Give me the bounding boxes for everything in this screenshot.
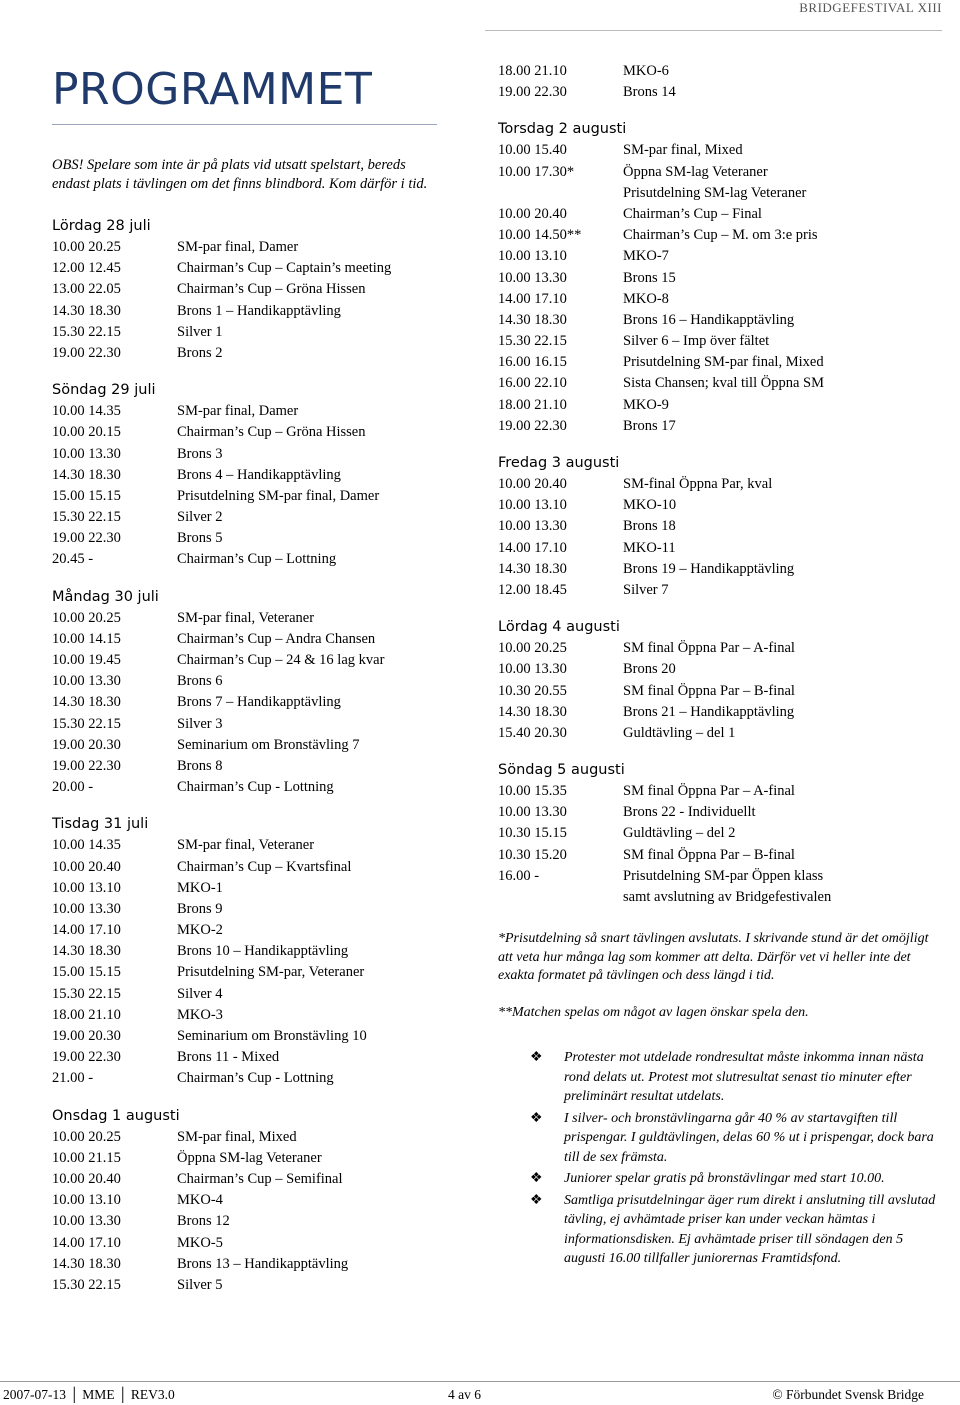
row-event: Brons 12 bbox=[177, 1213, 230, 1230]
row-time: 16.00 16.15 bbox=[498, 354, 567, 371]
day-heading: Söndag 5 augusti bbox=[498, 762, 625, 779]
day-block bbox=[498, 616, 938, 744]
row-event: Brons 11 - Mixed bbox=[177, 1049, 280, 1066]
row-time: 18.00 21.10 bbox=[52, 1006, 121, 1023]
schedule-row bbox=[498, 268, 938, 289]
row-event: SM-par final, Veteraner bbox=[177, 609, 315, 626]
row-event: Brons 13 – Handikapptävling bbox=[177, 1255, 349, 1272]
row-time: 10.00 15.35 bbox=[498, 783, 567, 800]
row-event: MKO-7 bbox=[623, 248, 669, 265]
row-event: Brons 8 bbox=[177, 757, 223, 774]
row-event: Brons 2 bbox=[177, 344, 223, 361]
row-event: Brons 5 bbox=[177, 530, 223, 547]
row-time: 10.00 20.40 bbox=[52, 858, 121, 875]
schedule-row bbox=[498, 802, 938, 823]
schedule-row bbox=[52, 1068, 452, 1089]
row-time: 14.30 18.30 bbox=[52, 466, 121, 483]
schedule-row bbox=[498, 225, 938, 246]
row-time: 14.30 18.30 bbox=[52, 302, 121, 319]
row-event: Brons 17 bbox=[623, 417, 676, 434]
schedule-row bbox=[52, 1275, 452, 1296]
row-time: 15.30 22.15 bbox=[498, 333, 567, 350]
row-event: Chairman’s Cup – Gröna Hissen bbox=[177, 424, 366, 441]
row-time: 14.30 18.30 bbox=[52, 694, 121, 711]
schedule-row bbox=[498, 204, 938, 225]
row-time: 15.30 22.15 bbox=[52, 985, 121, 1002]
rules-text: I silver- och bronstävlingarna går 40 % av startavgiften till prispengar. I guldtävlingen, delas 60 % ut i prispengar, dock bara till de sex främsta. bbox=[564, 1110, 934, 1165]
row-time: 10.00 17.30* bbox=[498, 163, 575, 180]
schedule-row bbox=[498, 887, 938, 908]
row-event: Silver 2 bbox=[177, 509, 223, 526]
schedule-row bbox=[52, 549, 452, 570]
row-time: 14.00 17.10 bbox=[52, 1234, 121, 1251]
row-time: 10.00 13.30 bbox=[52, 1213, 121, 1230]
schedule-row bbox=[52, 401, 452, 422]
schedule-row bbox=[52, 671, 452, 692]
row-time: 10.30 20.55 bbox=[498, 682, 567, 699]
row-time: 10.00 20.40 bbox=[498, 476, 567, 492]
row-time: 15.30 22.15 bbox=[52, 1276, 121, 1293]
schedule-row bbox=[52, 777, 452, 798]
diamond-bullet-icon: ❖ bbox=[530, 1171, 543, 1187]
row-event: Chairman’s Cup - Lottning bbox=[177, 779, 334, 796]
row-time: 21.00 - bbox=[52, 1070, 94, 1087]
row-time: 10.00 20.15 bbox=[52, 424, 121, 441]
schedule-row bbox=[52, 343, 452, 364]
left-column bbox=[52, 215, 452, 1311]
row-event: Sista Chansen; kval till Öppna SM bbox=[623, 375, 824, 392]
row-time: 10.00 20.40 bbox=[498, 205, 567, 222]
schedule-row bbox=[52, 279, 452, 300]
row-event: Silver 7 bbox=[623, 581, 669, 598]
schedule-row bbox=[498, 61, 938, 82]
row-time: 19.00 22.30 bbox=[498, 417, 567, 434]
day-heading: Fredag 3 augusti bbox=[498, 455, 620, 471]
row-event: SM final Öppna Par – B-final bbox=[623, 846, 795, 863]
row-event: SM-par final, Damer bbox=[177, 403, 299, 420]
row-time: 15.30 22.15 bbox=[52, 715, 121, 732]
schedule-row bbox=[52, 322, 452, 343]
row-event: Öppna SM-lag Veteraner bbox=[177, 1149, 322, 1166]
row-time: 14.00 17.10 bbox=[498, 290, 567, 307]
row-event: Silver 4 bbox=[177, 985, 223, 1002]
rules-item bbox=[498, 1048, 938, 1107]
row-time: 10.00 13.30 bbox=[498, 661, 567, 678]
row-event: Prisutdelning SM-par, Veteraner bbox=[177, 964, 365, 981]
schedule-row bbox=[52, 756, 452, 777]
row-time: 10.00 13.10 bbox=[498, 248, 567, 265]
row-time: 10.00 14.50** bbox=[498, 227, 582, 244]
row-time: 15.30 22.15 bbox=[52, 509, 121, 526]
row-event: Chairman’s Cup – Kvartsfinal bbox=[177, 858, 352, 875]
row-time: 16.00 - bbox=[498, 867, 540, 884]
carryover-rows bbox=[498, 61, 938, 103]
schedule-row bbox=[498, 538, 938, 559]
row-event: Öppna SM-lag Veteraner bbox=[623, 163, 768, 180]
schedule-row bbox=[498, 289, 938, 310]
schedule-row bbox=[52, 1047, 452, 1068]
schedule-row bbox=[498, 162, 938, 183]
schedule-row bbox=[52, 962, 452, 983]
schedule-row bbox=[498, 331, 938, 352]
rules-text: Juniorer spelar gratis på bronstävlingar med start 10.00. bbox=[564, 1171, 885, 1187]
schedule-row bbox=[52, 258, 452, 279]
schedule-row bbox=[498, 702, 938, 723]
row-event: SM-par final, Damer bbox=[177, 239, 299, 255]
row-event: SM-par final, Mixed bbox=[177, 1128, 297, 1145]
row-event: Silver 6 – Imp över fältet bbox=[623, 333, 770, 350]
row-event: Chairman’s Cup – Final bbox=[623, 205, 762, 222]
row-time: 14.00 17.10 bbox=[498, 539, 567, 556]
row-event: Silver 1 bbox=[177, 323, 223, 340]
row-event: Chairman’s Cup – Andra Chansen bbox=[177, 630, 376, 647]
rules-item bbox=[498, 1191, 938, 1269]
row-event: MKO-2 bbox=[177, 922, 223, 939]
day-block bbox=[52, 1105, 452, 1297]
footnote-double-star: **Matchen spelas om något av lagen önskar spela den. bbox=[498, 1004, 809, 1020]
row-event: Brons 19 – Handikapptävling bbox=[623, 560, 795, 577]
row-time: 10.00 13.30 bbox=[498, 804, 567, 821]
row-time: 19.00 22.30 bbox=[52, 530, 121, 547]
rules-item bbox=[498, 1109, 938, 1168]
row-event: Guldtävling – del 2 bbox=[623, 825, 736, 842]
day-heading: Lördag 4 augusti bbox=[498, 619, 620, 636]
schedule-row bbox=[498, 781, 938, 802]
schedule-row bbox=[52, 692, 452, 713]
row-event: MKO-1 bbox=[177, 879, 223, 896]
row-event: Brons 7 – Handikapptävling bbox=[177, 694, 341, 711]
schedule-row bbox=[52, 444, 452, 465]
row-time: 10.00 14.35 bbox=[52, 403, 121, 420]
schedule-row bbox=[52, 899, 452, 920]
schedule-row bbox=[498, 866, 938, 887]
footer-revision: 2007-07-13 │ MME │ REV3.0 bbox=[3, 1387, 175, 1402]
row-event: Brons 6 bbox=[177, 673, 223, 690]
row-event: MKO-3 bbox=[177, 1006, 223, 1023]
row-event: Chairman’s Cup – Captain’s meeting bbox=[177, 260, 392, 277]
day-block bbox=[498, 759, 938, 908]
schedule-row bbox=[498, 395, 938, 416]
day-heading: Tisdag 31 juli bbox=[52, 816, 149, 833]
schedule-row bbox=[498, 183, 938, 204]
schedule-row bbox=[52, 1026, 452, 1047]
row-time: 14.30 18.30 bbox=[498, 560, 567, 577]
day-heading: Lördag 28 juli bbox=[52, 218, 151, 234]
row-time: 16.00 22.10 bbox=[498, 375, 567, 392]
row-event: Chairman’s Cup - Lottning bbox=[177, 1070, 334, 1087]
row-event: Chairman’s Cup – M. om 3:e pris bbox=[623, 227, 818, 244]
row-time bbox=[498, 183, 623, 204]
row-time: 10.00 20.25 bbox=[52, 609, 121, 626]
schedule-row bbox=[52, 878, 452, 899]
row-time: 14.30 18.30 bbox=[52, 943, 121, 960]
row-time: 10.00 20.25 bbox=[52, 239, 121, 255]
day-heading: Måndag 30 juli bbox=[52, 588, 159, 605]
schedule-row bbox=[52, 1169, 452, 1190]
row-time: 10.00 14.15 bbox=[52, 630, 121, 647]
row-time: 14.30 18.30 bbox=[498, 311, 567, 328]
row-time: 10.00 13.10 bbox=[498, 497, 567, 514]
row-time: 10.00 14.35 bbox=[52, 837, 121, 854]
row-event: Brons 9 bbox=[177, 900, 223, 917]
row-time: 14.00 17.10 bbox=[52, 922, 121, 939]
row-time: 18.00 21.10 bbox=[498, 396, 567, 413]
diamond-bullet-icon: ❖ bbox=[530, 1110, 543, 1126]
row-time: 12.00 18.45 bbox=[498, 581, 567, 598]
row-event: SM final Öppna Par – B-final bbox=[623, 682, 795, 699]
schedule-row bbox=[498, 516, 938, 537]
row-time: 10.00 21.15 bbox=[52, 1149, 121, 1166]
row-event: Brons 21 – Handikapptävling bbox=[623, 703, 795, 720]
page-title: PROGRAMMET bbox=[52, 64, 373, 115]
row-event: Prisutdelning SM-lag Veteraner bbox=[623, 184, 807, 201]
schedule-row bbox=[498, 310, 938, 331]
row-event: Chairman’s Cup – Semifinal bbox=[177, 1170, 343, 1187]
schedule-row bbox=[498, 659, 938, 680]
row-event: MKO-11 bbox=[623, 539, 676, 556]
title-rule bbox=[52, 124, 437, 125]
row-event: Brons 1 – Handikapptävling bbox=[177, 302, 341, 319]
row-event: Prisutdelning SM-par Öppen klass bbox=[623, 867, 824, 884]
footer-page-number: 4 av 6 bbox=[448, 1387, 481, 1402]
row-time: 18.00 21.10 bbox=[498, 63, 567, 79]
schedule-row bbox=[498, 82, 938, 103]
schedule-row bbox=[498, 246, 938, 267]
schedule-row bbox=[498, 416, 938, 437]
row-time: 15.00 15.15 bbox=[52, 487, 121, 504]
row-event: Brons 20 bbox=[623, 661, 676, 678]
schedule-row bbox=[52, 1148, 452, 1169]
row-event: Silver 3 bbox=[177, 715, 223, 732]
schedule-row bbox=[498, 723, 938, 744]
footer-rule bbox=[0, 1381, 960, 1382]
row-event: Seminarium om Bronstävling 10 bbox=[177, 1028, 367, 1044]
row-event: SM final Öppna Par – A-final bbox=[623, 640, 795, 657]
row-time: 10.30 15.20 bbox=[498, 846, 567, 863]
day-block bbox=[52, 215, 452, 364]
day-heading: Torsdag 2 augusti bbox=[498, 121, 627, 138]
row-time: 10.00 13.10 bbox=[52, 879, 121, 896]
row-time: 14.30 18.30 bbox=[52, 1255, 121, 1272]
rules-text: Samtliga prisutdelningar äger rum direkt i anslutning till avslutad tävling, ej avhämtade priser kan under veckan hämtas i informationsdisken. Ej avhämtade priser till söndagen den 5 augusti 16.00 tillfaller juniorernas Framtidsfond. bbox=[564, 1192, 936, 1267]
schedule-row bbox=[52, 735, 452, 756]
schedule-row bbox=[52, 301, 452, 322]
row-event: MKO-6 bbox=[623, 63, 669, 79]
row-time: 14.30 18.30 bbox=[498, 703, 567, 720]
row-event: SM-par final, Mixed bbox=[623, 142, 743, 159]
row-event: MKO-9 bbox=[623, 396, 669, 413]
footer-copyright: © Förbundet Svensk Bridge bbox=[772, 1387, 924, 1402]
row-time: 10.00 13.30 bbox=[498, 269, 567, 286]
row-event: Brons 16 – Handikapptävling bbox=[623, 311, 795, 328]
row-time: 15.00 15.15 bbox=[52, 964, 121, 981]
row-time: 19.00 20.30 bbox=[52, 736, 121, 753]
row-event: Prisutdelning SM-par final, Mixed bbox=[623, 354, 824, 371]
rules-list bbox=[498, 1048, 938, 1269]
schedule-row bbox=[498, 474, 938, 495]
row-event: Guldtävling – del 1 bbox=[623, 724, 736, 741]
row-time: 10.00 13.30 bbox=[52, 673, 121, 690]
schedule-row bbox=[52, 920, 452, 941]
schedule-row bbox=[498, 495, 938, 516]
row-event: Brons 4 – Handikapptävling bbox=[177, 466, 341, 483]
row-time: 19.00 22.30 bbox=[52, 1049, 121, 1066]
schedule-row bbox=[52, 1190, 452, 1211]
day-block bbox=[52, 379, 452, 571]
schedule-row bbox=[52, 1127, 452, 1148]
row-event: MKO-4 bbox=[177, 1192, 223, 1209]
row-event: MKO-5 bbox=[177, 1234, 223, 1251]
day-heading: Söndag 29 juli bbox=[52, 382, 156, 399]
obs-note: OBS! Spelare som inte är på plats vid utsatt spelstart, bereds endast plats i tävlingen om det finns blindbord. Kom därför i tid. bbox=[52, 157, 428, 192]
schedule-row bbox=[52, 422, 452, 443]
row-event: MKO-8 bbox=[623, 290, 669, 307]
row-time: 10.00 15.40 bbox=[498, 142, 567, 159]
day-block bbox=[498, 452, 938, 601]
schedule-row bbox=[498, 580, 938, 601]
row-time: 10.00 13.30 bbox=[52, 445, 121, 462]
right-column bbox=[498, 61, 938, 1271]
schedule-row bbox=[52, 507, 452, 528]
schedule-row bbox=[52, 528, 452, 549]
schedule-row bbox=[52, 941, 452, 962]
row-event: SM-final Öppna Par, kval bbox=[623, 476, 773, 492]
schedule-row bbox=[498, 559, 938, 580]
row-time: 19.00 22.30 bbox=[52, 757, 121, 774]
row-time: 10.00 20.25 bbox=[52, 1128, 121, 1145]
header-rule bbox=[485, 30, 942, 31]
schedule-row bbox=[52, 465, 452, 486]
row-time: 19.00 22.30 bbox=[52, 344, 121, 361]
schedule-row bbox=[52, 237, 452, 258]
row-time: 19.00 20.30 bbox=[52, 1028, 121, 1044]
row-time: 13.00 22.05 bbox=[52, 281, 121, 298]
row-event: Chairman’s Cup – 24 & 16 lag kvar bbox=[177, 652, 385, 668]
row-time: 19.00 22.30 bbox=[498, 84, 567, 101]
row-time: 10.00 13.30 bbox=[498, 518, 567, 535]
row-time: 10.00 19.45 bbox=[52, 652, 121, 668]
schedule-row bbox=[52, 1254, 452, 1275]
row-time: 10.30 15.15 bbox=[498, 825, 567, 842]
row-event: SM final Öppna Par – A-final bbox=[623, 783, 795, 800]
row-time: 10.00 13.30 bbox=[52, 900, 121, 917]
diamond-bullet-icon: ❖ bbox=[530, 1192, 543, 1208]
row-time: 10.00 20.40 bbox=[52, 1170, 121, 1187]
row-event: Brons 22 - Individuellt bbox=[623, 804, 756, 821]
day-block bbox=[498, 118, 938, 437]
rules-item bbox=[498, 1169, 938, 1189]
row-event: Brons 3 bbox=[177, 445, 223, 462]
row-event: Prisutdelning SM-par final, Damer bbox=[177, 487, 380, 504]
schedule-row bbox=[52, 1005, 452, 1026]
row-event: Brons 18 bbox=[623, 518, 676, 535]
day-block bbox=[52, 586, 452, 799]
row-event: Chairman’s Cup – Gröna Hissen bbox=[177, 281, 366, 298]
schedule-row bbox=[52, 650, 452, 671]
schedule-row bbox=[52, 486, 452, 507]
row-event: SM-par final, Veteraner bbox=[177, 837, 315, 854]
schedule-row bbox=[52, 835, 452, 856]
schedule-row bbox=[52, 1233, 452, 1254]
rules-text: Protester mot utdelade rondresultat måste inkomma innan nästa rond delats ut. Protest mot slutresultat senast tio minuter efter preliminärt resultat utdelats. bbox=[564, 1050, 924, 1105]
schedule-row bbox=[52, 608, 452, 629]
row-event: Brons 15 bbox=[623, 269, 676, 286]
day-heading: Onsdag 1 augusti bbox=[52, 1107, 180, 1124]
day-block bbox=[52, 813, 452, 1089]
row-event: Seminarium om Bronstävling 7 bbox=[177, 736, 360, 753]
diamond-bullet-icon: ❖ bbox=[530, 1050, 543, 1066]
row-event: Brons 14 bbox=[623, 84, 676, 101]
schedule-row bbox=[498, 845, 938, 866]
schedule-row bbox=[498, 638, 938, 659]
schedule-row bbox=[52, 714, 452, 735]
schedule-row bbox=[498, 823, 938, 844]
schedule-row bbox=[52, 629, 452, 650]
row-time: 12.00 12.45 bbox=[52, 260, 121, 277]
row-time: 15.30 22.15 bbox=[52, 323, 121, 340]
row-time: 20.00 - bbox=[52, 779, 94, 796]
schedule-row bbox=[52, 984, 452, 1005]
running-header: BRIDGEFESTIVAL XIII bbox=[799, 0, 942, 15]
row-time: 20.45 - bbox=[52, 551, 94, 568]
row-event: Chairman’s Cup – Lottning bbox=[177, 551, 337, 568]
schedule-row bbox=[498, 373, 938, 394]
row-time: 10.00 13.10 bbox=[52, 1192, 121, 1209]
row-event: samt avslutning av Bridgefestivalen bbox=[623, 889, 832, 905]
footnote-star: *Prisutdelning så snart tävlingen avslutats. I skrivande stund är det omöjligt att veta hur många lag som kommer att delta. Därför vet vi heller inte det exakta formatet på tävlingen och dess längd i tid. bbox=[498, 931, 929, 984]
schedule-row bbox=[52, 857, 452, 878]
schedule-row bbox=[498, 681, 938, 702]
row-time: 10.00 20.25 bbox=[498, 640, 567, 657]
row-time: 15.40 20.30 bbox=[498, 724, 567, 741]
schedule-row bbox=[52, 1211, 452, 1232]
row-time bbox=[498, 887, 623, 908]
row-event: MKO-10 bbox=[623, 497, 677, 514]
row-event: Silver 5 bbox=[177, 1276, 223, 1293]
schedule-row bbox=[498, 140, 938, 161]
row-event: Brons 10 – Handikapptävling bbox=[177, 943, 349, 960]
schedule-row bbox=[498, 352, 938, 373]
